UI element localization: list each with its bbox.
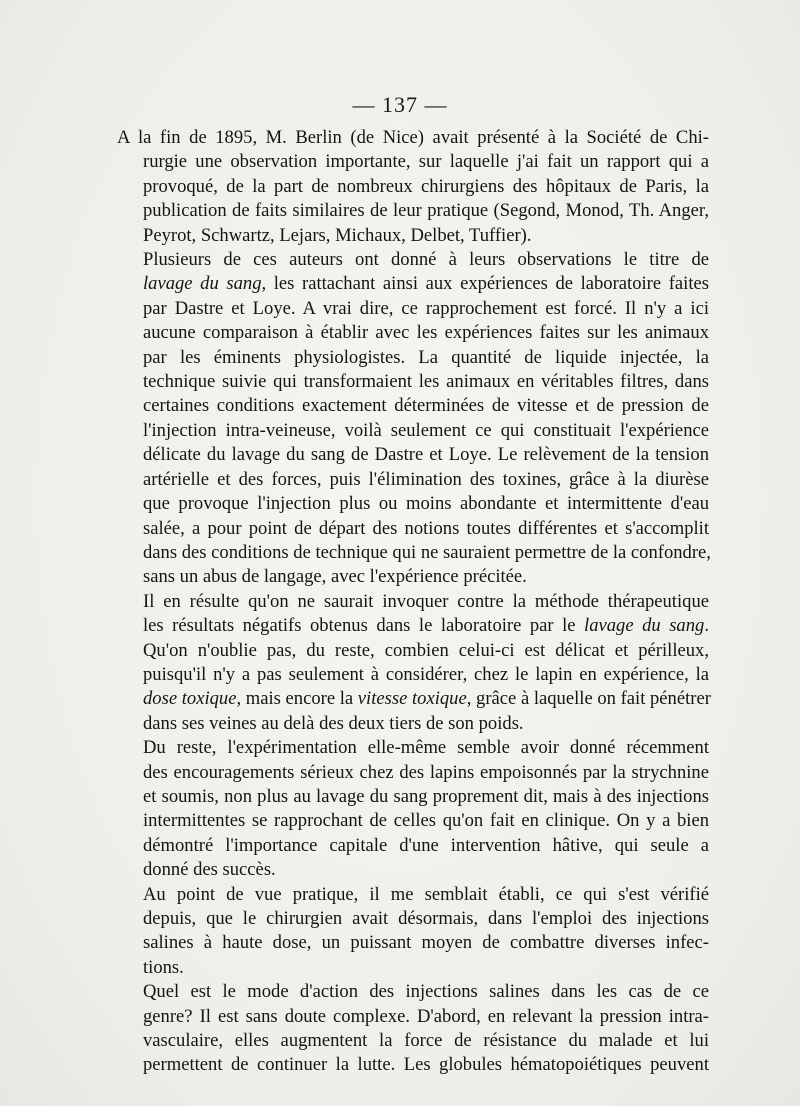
body-text [117, 126, 709, 1078]
text-line: Au point de vue pratique, il me semblait établi, ce qui s'est vérifié [143, 883, 709, 905]
text-line: démontré l'importance capitale d'une intervention hâtive, qui seule a [143, 834, 709, 856]
paragraph [117, 736, 709, 882]
text-line: provoqué, de la part de nombreux chirurgiens des hôpitaux de Paris, la [143, 175, 709, 197]
text-line: Plusieurs de ces auteurs ont donné à leurs observations le titre de [143, 249, 709, 271]
text-line: aucune comparaison à établir avec les expériences faites sur les animaux [143, 322, 709, 344]
text-line: par Dastre et Loye. A vrai dire, ce rapprochement est forcé. Il n'y a ici [143, 297, 709, 319]
text-line: délicate du lavage du sang de Dastre et Loye. Le relèvement de la tension [143, 444, 709, 466]
text-line: par les éminents physiologistes. La quantité de liquide injectée, la [143, 346, 709, 368]
text-line: A la fin de 1895, M. Berlin (de Nice) avait présenté à la Société de Chi- [117, 127, 709, 148]
text-line: tions. [143, 956, 184, 978]
text-line: donné des succès. [143, 859, 276, 881]
text-line: publication de faits similaires de leur pratique (Segond, Monod, Th. Anger, [143, 200, 709, 222]
text-line: rurgie une observation importante, sur laquelle j'ai fait un rapport qui a [143, 151, 709, 173]
text-line: technique suivie qui transformaient les animaux en véritables filtres, dans [143, 371, 709, 393]
italic-term: dose toxique [143, 688, 237, 710]
text-line: sans un abus de langage, avec l'expérience précitée. [143, 566, 527, 588]
text-line: que provoque l'injection plus ou moins abondante et intermittente d'eau [143, 493, 709, 515]
text-line: dans ses veines au delà des deux tiers de son poids. [143, 712, 524, 734]
text-line: lavage du sang, les rattachant ainsi aux expériences de laboratoire faites [143, 273, 709, 295]
text-line: dose toxique, mais encore la vitesse toxique, grâce à laquelle on fait pénétrer [143, 688, 711, 710]
paragraph [117, 590, 709, 736]
text-line: intermittentes se rapprochant de celles qu'on fait en clinique. On y a bien [143, 810, 709, 832]
text-line: vasculaire, elles augmentent la force de résistance du malade et lui [143, 1030, 709, 1052]
text-line: artérielle et des forces, puis l'élimination des toxines, grâce à la diurèse [143, 468, 709, 490]
text-line: permettent de continuer la lutte. Les globules hématopoiétiques peuvent [143, 1054, 709, 1076]
text-line: et soumis, non plus au lavage du sang proprement dit, mais à des injections [143, 785, 709, 807]
paragraph [117, 248, 709, 590]
text-line: Quel est le mode d'action des injections salines dans les cas de ce [143, 981, 709, 1003]
text-line: les résultats négatifs obtenus dans le laboratoire par le lavage du sang. [143, 615, 709, 637]
text-line: certaines conditions exactement déterminées de vitesse et de pression de [143, 395, 709, 417]
page-number: — 137 — [352, 92, 448, 117]
text-line: Qu'on n'oublie pas, du reste, combien celui-ci est délicat et périlleux, [143, 639, 709, 661]
text-line: Il en résulte qu'on ne saurait invoquer contre la méthode thérapeutique [143, 590, 709, 612]
text-line: Peyrot, Schwartz, Lejars, Michaux, Delbet, Tuffier). [143, 224, 532, 246]
text-line: des encouragements sérieux chez des lapins empoisonnés par la strychnine [143, 761, 709, 783]
italic-term: lavage du sang [584, 615, 705, 637]
italic-term: vitesse toxique [357, 688, 467, 710]
paragraph [117, 980, 709, 1078]
text-line: salines à haute dose, un puissant moyen de combattre diverses infec- [143, 932, 709, 954]
text-line: dans des conditions de technique qui ne sauraient permettre de la confondre, [143, 541, 711, 563]
paragraph [117, 126, 709, 248]
paragraph [117, 883, 709, 981]
text-line: l'injection intra-veineuse, voilà seulement ce qui constituait l'expérience [143, 419, 709, 441]
text-line: puisqu'il n'y a pas seulement à considérer, chez le lapin en expérience, la [143, 663, 709, 685]
text-line: genre? Il est sans doute complexe. D'abord, en relevant la pression intra- [143, 1005, 709, 1027]
text-line: salée, a pour point de départ des notions toutes différentes et s'accomplit [143, 517, 709, 539]
italic-term: lavage du sang [143, 273, 262, 295]
text-line: depuis, que le chirurgien avait désormais, dans l'emploi des injections [143, 908, 709, 929]
text-line: Du reste, l'expérimentation elle-même semble avoir donné récemment [143, 737, 709, 759]
